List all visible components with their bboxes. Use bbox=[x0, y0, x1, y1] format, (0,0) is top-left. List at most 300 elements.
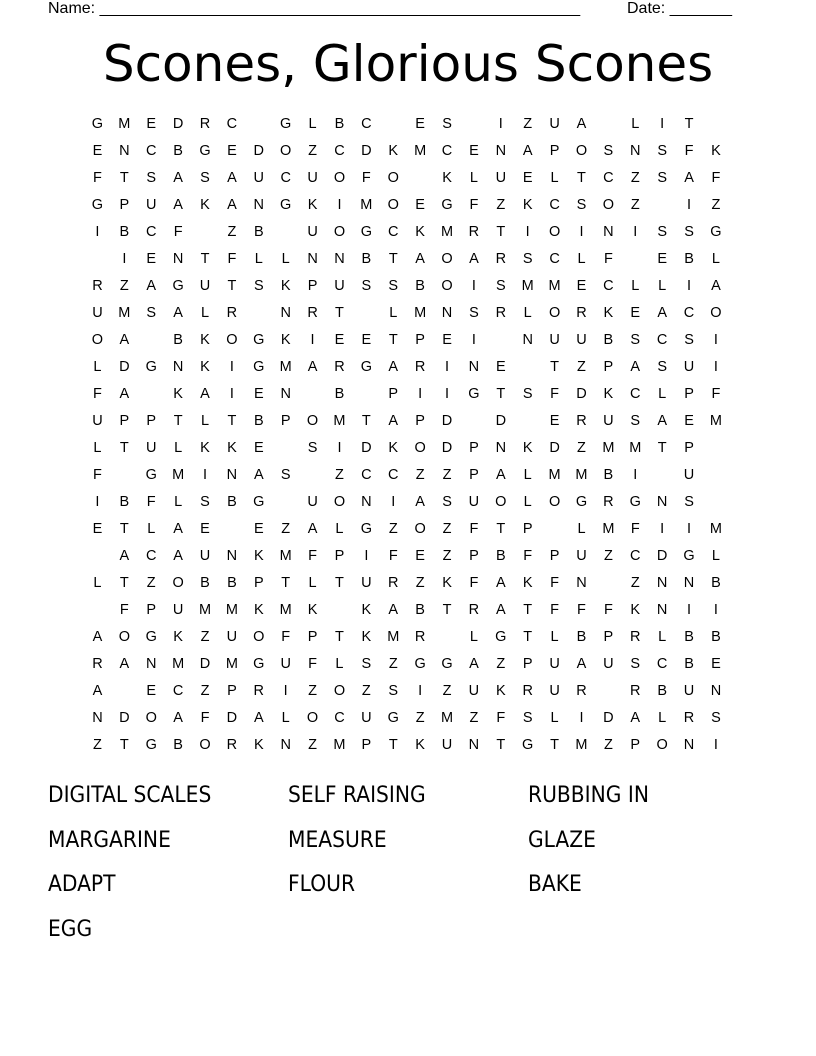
grid-letter bbox=[595, 678, 622, 705]
grid-letter: B bbox=[119, 224, 130, 240]
grid-letter: F bbox=[308, 656, 317, 672]
grid-letter: U bbox=[253, 170, 265, 186]
grid-letter: N bbox=[226, 548, 238, 564]
grid-letter bbox=[192, 219, 219, 246]
grid-letter: C bbox=[549, 197, 560, 213]
grid-letter: D bbox=[549, 440, 560, 456]
grid-letter: T bbox=[200, 251, 210, 267]
grid-letter: C bbox=[145, 224, 157, 240]
grid-letter: E bbox=[415, 197, 425, 213]
grid-letter: L bbox=[711, 548, 720, 564]
grid-letter: S bbox=[146, 170, 157, 186]
grid-letter: K bbox=[388, 143, 399, 159]
grid-letter: P bbox=[227, 683, 237, 699]
grid-letter: A bbox=[227, 197, 237, 213]
grid-letter: A bbox=[146, 278, 157, 294]
grid-letter: S bbox=[576, 197, 587, 213]
grid-letter: R bbox=[495, 305, 507, 321]
grid-letter: A bbox=[173, 548, 183, 564]
letter-grid bbox=[84, 111, 729, 759]
grid-letter: G bbox=[360, 521, 372, 537]
grid-letter: M bbox=[548, 467, 561, 483]
grid-letter: G bbox=[495, 629, 507, 645]
grid-letter: U bbox=[92, 305, 103, 321]
grid-letter: N bbox=[683, 737, 695, 753]
grid-letter: C bbox=[388, 467, 399, 483]
grid-letter: B bbox=[495, 548, 506, 564]
grid-letter: A bbox=[495, 575, 506, 591]
grid-letter: G bbox=[253, 494, 265, 510]
grid-letter: F bbox=[227, 251, 237, 267]
grid-letter: O bbox=[91, 332, 104, 348]
grid-letter: D bbox=[656, 548, 668, 564]
grid-letter: G bbox=[145, 737, 157, 753]
grid-row bbox=[84, 543, 729, 570]
grid-letter: M bbox=[118, 305, 131, 321]
grid-letter: S bbox=[630, 413, 641, 429]
grid-letter: A bbox=[469, 251, 479, 267]
grid-letter: I bbox=[310, 332, 315, 348]
grid-letter: T bbox=[442, 602, 452, 618]
grid-letter: B bbox=[684, 251, 694, 267]
grid-letter: I bbox=[713, 737, 718, 753]
grid-letter: U bbox=[549, 116, 560, 132]
grid-letter: B bbox=[711, 575, 721, 591]
grid-letter: N bbox=[172, 359, 184, 375]
grid-letter: A bbox=[119, 332, 130, 348]
grid-letter: F bbox=[577, 602, 586, 618]
grid-letter: A bbox=[173, 710, 183, 726]
word-list-item: SELF RAISING bbox=[288, 783, 426, 808]
grid-letter: N bbox=[656, 575, 668, 591]
grid-letter: L bbox=[631, 278, 640, 294]
grid-letter: N bbox=[656, 494, 668, 510]
grid-letter: D bbox=[441, 440, 453, 456]
grid-letter: I bbox=[525, 224, 530, 240]
grid-letter: L bbox=[631, 116, 640, 132]
grid-letter: K bbox=[603, 305, 614, 321]
grid-letter: K bbox=[630, 602, 641, 618]
grid-letter: M bbox=[360, 197, 373, 213]
grid-letter: T bbox=[684, 116, 694, 132]
grid-letter: M bbox=[279, 548, 292, 564]
grid-letter: Z bbox=[93, 737, 102, 753]
grid-letter: F bbox=[93, 467, 102, 483]
grid-letter: G bbox=[145, 467, 157, 483]
grid-letter: P bbox=[334, 548, 345, 564]
grid-letter: N bbox=[280, 737, 291, 753]
grid-letter: C bbox=[361, 116, 372, 132]
grid-letter: A bbox=[307, 521, 318, 537]
grid-letter: Z bbox=[496, 656, 506, 672]
grid-letter: E bbox=[415, 116, 425, 132]
grid-letter: O bbox=[226, 332, 238, 348]
grid-letter: L bbox=[174, 440, 183, 456]
grid-letter: P bbox=[603, 629, 614, 645]
grid-row bbox=[84, 516, 729, 543]
grid-letter: S bbox=[146, 305, 157, 321]
grid-letter: A bbox=[657, 305, 667, 321]
grid-letter: P bbox=[549, 548, 560, 564]
grid-letter: F bbox=[173, 224, 183, 240]
grid-letter bbox=[595, 570, 622, 597]
grid-letter: I bbox=[95, 494, 100, 510]
grid-letter: N bbox=[334, 251, 345, 267]
grid-letter: R bbox=[414, 629, 426, 645]
grid-letter bbox=[460, 408, 487, 435]
grid-letter: F bbox=[93, 170, 102, 186]
grid-letter: T bbox=[388, 332, 398, 348]
grid-letter: E bbox=[549, 413, 560, 429]
grid-letter: R bbox=[683, 710, 695, 726]
grid-letter: E bbox=[630, 305, 641, 321]
grid-letter: N bbox=[576, 575, 587, 591]
grid-letter: D bbox=[361, 143, 372, 159]
grid-letter: Z bbox=[308, 737, 317, 753]
grid-letter: Z bbox=[308, 683, 317, 699]
grid-letter: D bbox=[199, 656, 211, 672]
grid-letter: G bbox=[172, 278, 184, 294]
grid-letter: A bbox=[576, 116, 587, 132]
grid-letter: U bbox=[683, 683, 695, 699]
grid-letter: R bbox=[576, 305, 587, 321]
grid-letter: T bbox=[496, 737, 506, 753]
grid-letter: B bbox=[603, 332, 614, 348]
grid-letter: I bbox=[229, 386, 234, 402]
grid-letter: G bbox=[387, 710, 399, 726]
grid-letter: P bbox=[388, 386, 399, 402]
grid-letter: O bbox=[306, 413, 319, 429]
grid-letter: U bbox=[199, 278, 211, 294]
grid-letter: D bbox=[361, 440, 372, 456]
grid-row bbox=[84, 111, 729, 138]
grid-letter: O bbox=[199, 737, 211, 753]
grid-letter: L bbox=[147, 521, 156, 537]
grid-letter bbox=[649, 462, 676, 489]
grid-letter: F bbox=[308, 548, 317, 564]
word-list-item: GLAZE bbox=[528, 827, 596, 853]
grid-letter: O bbox=[333, 224, 346, 240]
grid-letter bbox=[434, 624, 461, 651]
grid-letter: K bbox=[280, 278, 291, 294]
grid-letter: L bbox=[389, 305, 398, 321]
grid-letter: U bbox=[683, 467, 695, 483]
grid-letter: R bbox=[226, 305, 238, 321]
grid-letter: E bbox=[522, 170, 533, 186]
grid-letter: G bbox=[280, 197, 292, 213]
grid-letter: P bbox=[630, 737, 641, 753]
grid-letter: K bbox=[253, 548, 264, 564]
grid-letter: A bbox=[388, 413, 399, 429]
grid-letter: R bbox=[226, 737, 238, 753]
grid-letter: O bbox=[602, 197, 614, 213]
grid-letter: O bbox=[548, 494, 561, 510]
grid-letter: A bbox=[173, 521, 183, 537]
grid-letter: Z bbox=[442, 467, 452, 483]
grid-letter: P bbox=[469, 467, 479, 483]
grid-letter: G bbox=[629, 494, 641, 510]
grid-letter: D bbox=[495, 413, 507, 429]
grid-letter: N bbox=[307, 251, 318, 267]
grid-row bbox=[84, 570, 729, 597]
grid-letter: Z bbox=[577, 440, 586, 456]
grid-letter: S bbox=[388, 278, 399, 294]
grid-letter: B bbox=[361, 251, 372, 267]
grid-letter: N bbox=[145, 656, 157, 672]
grid-row bbox=[84, 354, 729, 381]
grid-letter: K bbox=[307, 197, 318, 213]
grid-letter: I bbox=[687, 278, 692, 294]
grid-letter: S bbox=[603, 143, 614, 159]
puzzle-title: Scones, Glorious Scones bbox=[102, 35, 714, 93]
grid-letter: B bbox=[173, 737, 183, 753]
grid-row bbox=[84, 246, 729, 273]
grid-letter: T bbox=[523, 629, 533, 645]
word-list bbox=[48, 778, 768, 956]
grid-letter: E bbox=[469, 143, 479, 159]
grid-letter: P bbox=[361, 737, 372, 753]
grid-letter: T bbox=[119, 170, 129, 186]
grid-letter: N bbox=[280, 305, 291, 321]
grid-letter: T bbox=[227, 413, 237, 429]
grid-letter: I bbox=[364, 548, 369, 564]
grid-letter: P bbox=[280, 413, 291, 429]
grid-letter: M bbox=[225, 656, 238, 672]
grid-letter: I bbox=[418, 683, 423, 699]
grid-letter: M bbox=[414, 143, 427, 159]
grid-letter: N bbox=[172, 251, 184, 267]
grid-letter: A bbox=[415, 251, 425, 267]
grid-letter: G bbox=[441, 656, 453, 672]
grid-letter: K bbox=[253, 602, 264, 618]
grid-letter: L bbox=[93, 359, 102, 375]
grid-letter: P bbox=[415, 413, 425, 429]
grid-letter bbox=[272, 489, 299, 516]
grid-letter: I bbox=[337, 440, 342, 456]
grid-letter: G bbox=[441, 197, 453, 213]
grid-letter: A bbox=[415, 494, 425, 510]
grid-letter: C bbox=[656, 332, 668, 348]
grid-letter: U bbox=[307, 494, 318, 510]
grid-letter: A bbox=[119, 548, 130, 564]
grid-letter: N bbox=[92, 710, 103, 726]
grid-letter: M bbox=[333, 413, 346, 429]
grid-letter: O bbox=[441, 278, 453, 294]
grid-letter: B bbox=[657, 683, 667, 699]
grid-letter bbox=[595, 111, 622, 138]
grid-letter: M bbox=[440, 224, 454, 240]
grid-letter: D bbox=[253, 143, 265, 159]
grid-letter bbox=[514, 408, 541, 435]
grid-letter: I bbox=[660, 521, 665, 537]
grid-letter: E bbox=[146, 116, 157, 132]
grid-letter: A bbox=[495, 602, 506, 618]
grid-letter: S bbox=[684, 224, 694, 240]
grid-letter: S bbox=[361, 656, 372, 672]
grid-row bbox=[84, 435, 729, 462]
grid-letter: F bbox=[200, 710, 210, 726]
grid-letter: B bbox=[334, 116, 345, 132]
grid-letter bbox=[245, 111, 272, 138]
grid-letter: M bbox=[602, 521, 615, 537]
grid-letter: L bbox=[93, 575, 102, 591]
grid-letter: S bbox=[469, 305, 479, 321]
grid-letter: U bbox=[549, 656, 560, 672]
grid-letter: R bbox=[388, 575, 399, 591]
grid-letter: A bbox=[227, 170, 237, 186]
word-list-item: DIGITAL SCALES bbox=[48, 783, 212, 808]
grid-letter: F bbox=[550, 575, 560, 591]
grid-letter: E bbox=[146, 251, 157, 267]
grid-letter: A bbox=[657, 413, 667, 429]
word-list-item: BAKE bbox=[528, 872, 582, 897]
grid-letter: U bbox=[280, 656, 291, 672]
grid-letter: L bbox=[200, 413, 210, 429]
grid-letter: E bbox=[253, 440, 264, 456]
grid-letter: S bbox=[657, 359, 667, 375]
grid-letter bbox=[218, 516, 245, 543]
grid-letter: F bbox=[523, 548, 533, 564]
grid-letter: O bbox=[441, 251, 453, 267]
grid-row bbox=[84, 219, 729, 246]
grid-row bbox=[84, 327, 729, 354]
worksheet-header bbox=[48, 0, 748, 20]
grid-letter: B bbox=[227, 575, 237, 591]
grid-letter: Z bbox=[523, 116, 533, 132]
grid-letter: I bbox=[122, 251, 127, 267]
grid-letter: S bbox=[684, 494, 694, 510]
grid-letter: K bbox=[200, 359, 210, 375]
grid-letter: G bbox=[280, 116, 292, 132]
grid-letter: K bbox=[522, 575, 533, 591]
grid-letter: U bbox=[334, 278, 345, 294]
grid-letter: S bbox=[361, 278, 372, 294]
grid-letter: B bbox=[253, 413, 264, 429]
grid-letter: E bbox=[92, 143, 103, 159]
grid-letter: M bbox=[709, 521, 722, 537]
grid-letter: P bbox=[603, 359, 614, 375]
grid-letter: U bbox=[172, 602, 184, 618]
grid-letter: U bbox=[603, 656, 614, 672]
grid-letter: T bbox=[281, 575, 291, 591]
grid-letter: Z bbox=[281, 521, 291, 537]
grid-letter: T bbox=[119, 521, 129, 537]
grid-letter: S bbox=[657, 224, 667, 240]
grid-letter: R bbox=[92, 656, 103, 672]
grid-letter: I bbox=[229, 359, 234, 375]
grid-letter: I bbox=[418, 386, 423, 402]
grid-letter: T bbox=[577, 170, 586, 186]
grid-letter: D bbox=[172, 116, 184, 132]
grid-letter: M bbox=[414, 305, 427, 321]
grid-letter: K bbox=[361, 602, 372, 618]
grid-letter: Z bbox=[603, 737, 613, 753]
grid-letter: G bbox=[253, 332, 265, 348]
grid-letter: T bbox=[550, 737, 560, 753]
grid-letter: R bbox=[495, 251, 507, 267]
grid-letter: L bbox=[308, 116, 317, 132]
grid-letter: I bbox=[202, 467, 208, 483]
grid-letter: U bbox=[307, 224, 318, 240]
grid-letter: N bbox=[522, 332, 533, 348]
grid-letter: B bbox=[415, 278, 425, 294]
grid-letter: B bbox=[173, 143, 183, 159]
grid-letter bbox=[272, 435, 299, 462]
grid-letter: T bbox=[335, 575, 344, 591]
grid-letter: K bbox=[307, 602, 318, 618]
grid-letter: B bbox=[711, 629, 721, 645]
grid-letter: S bbox=[630, 656, 641, 672]
grid-letter: I bbox=[713, 602, 718, 618]
grid-letter: B bbox=[576, 629, 587, 645]
grid-letter: S bbox=[200, 494, 210, 510]
grid-letter: L bbox=[335, 521, 344, 537]
grid-letter: S bbox=[442, 494, 452, 510]
grid-letter: A bbox=[92, 629, 103, 645]
grid-letter: I bbox=[579, 224, 584, 240]
grid-letter: G bbox=[468, 386, 480, 402]
grid-letter: T bbox=[119, 440, 129, 456]
grid-letter: R bbox=[576, 683, 587, 699]
grid-letter: Z bbox=[388, 521, 398, 537]
grid-letter bbox=[245, 300, 272, 327]
grid-letter: M bbox=[575, 737, 588, 753]
grid-row bbox=[84, 273, 729, 300]
grid-letter: T bbox=[173, 413, 183, 429]
grid-letter: C bbox=[145, 143, 157, 159]
grid-row bbox=[84, 732, 729, 759]
grid-letter: I bbox=[687, 602, 692, 618]
grid-letter: Z bbox=[308, 143, 317, 159]
grid-letter: F bbox=[361, 170, 371, 186]
grid-letter bbox=[353, 381, 380, 408]
grid-letter: F bbox=[550, 386, 560, 402]
grid-letter: U bbox=[145, 197, 157, 213]
grid-letter: C bbox=[334, 143, 345, 159]
grid-letter: I bbox=[713, 332, 718, 348]
grid-letter: K bbox=[173, 629, 183, 645]
word-list-item: MARGARINE bbox=[48, 827, 171, 853]
grid-row bbox=[84, 705, 729, 732]
grid-letter: Z bbox=[415, 575, 425, 591]
grid-letter: L bbox=[200, 305, 210, 321]
grid-letter: O bbox=[333, 494, 346, 510]
grid-letter: L bbox=[577, 251, 586, 267]
grid-letter: S bbox=[280, 467, 291, 483]
grid-letter: I bbox=[713, 359, 718, 375]
grid-letter: E bbox=[361, 332, 372, 348]
grid-letter: P bbox=[549, 143, 560, 159]
grid-letter: L bbox=[658, 710, 667, 726]
grid-letter: Z bbox=[442, 521, 452, 537]
grid-letter bbox=[111, 678, 138, 705]
grid-letter: T bbox=[335, 629, 344, 645]
grid-letter: I bbox=[579, 710, 584, 726]
grid-letter: S bbox=[711, 710, 721, 726]
grid-letter: T bbox=[361, 413, 371, 429]
grid-letter: C bbox=[361, 467, 372, 483]
grid-letter bbox=[272, 219, 299, 246]
grid-letter: A bbox=[307, 359, 318, 375]
grid-letter: M bbox=[602, 440, 615, 456]
grid-letter: M bbox=[440, 710, 454, 726]
grid-row bbox=[84, 678, 729, 705]
grid-letter: U bbox=[468, 683, 480, 699]
grid-letter: K bbox=[253, 737, 264, 753]
grid-letter: Z bbox=[442, 683, 452, 699]
grid-letter: F bbox=[603, 251, 613, 267]
grid-letter: P bbox=[119, 413, 130, 429]
